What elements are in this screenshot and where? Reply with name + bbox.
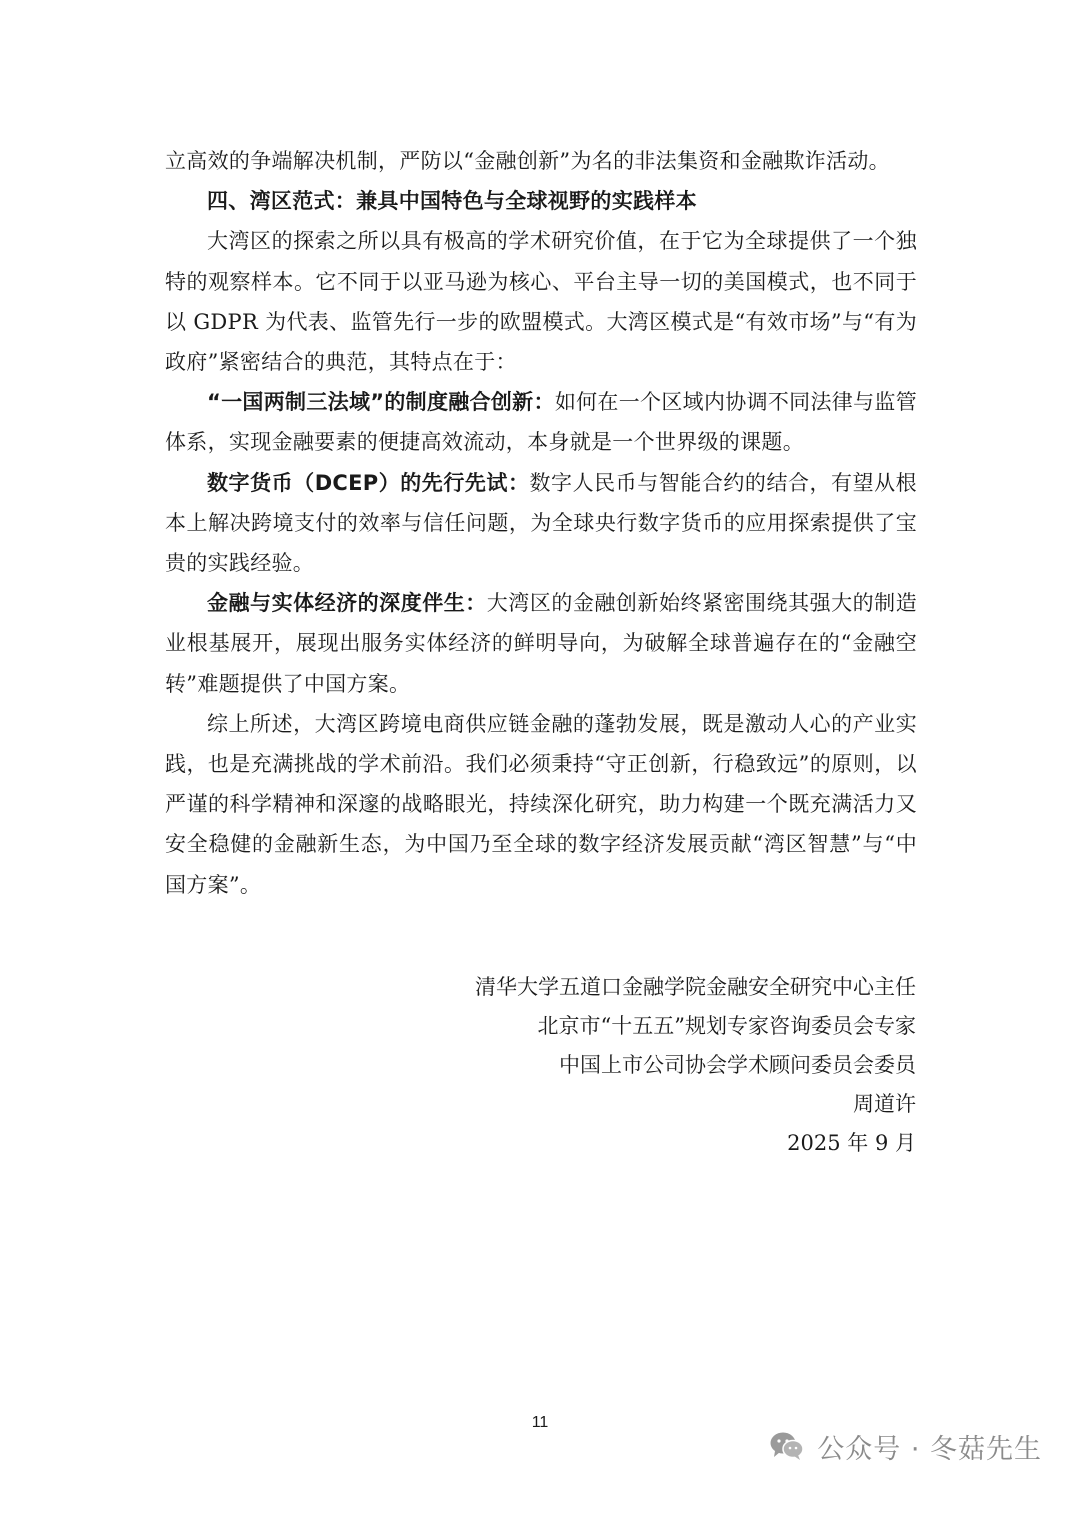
signature-title-3: 中国上市公司协会学术顾问委员会委员 [559, 1053, 916, 1077]
wechat-icon [769, 1431, 805, 1461]
paragraph-conclusion: 综上所述，大湾区跨境电商供应链金融的蓬勃发展，既是激动人心的产业实践，也是充满挑战的学术前沿。我们必须秉持“守正创新，行稳致远”的原则，以严谨的科学精神和深邃的战略眼光，持续深化研究，助力构建一个既充满活力又安全稳健的金融新生态，为中国乃至全球的数字经济发展贡献“湾区智慧”与“中国方案”。 [165, 711, 917, 897]
point-three-text: 大湾区的金融创新始终紧密围绕其强大的制造业根基展开，展现出服务实体经济的鲜明导向，为破解全球普遍存在的“金融空转”难题提供了中国方案。 [165, 591, 917, 696]
point-two [165, 463, 917, 584]
continued-line: 立高效的争端解决机制，严防以“金融创新”为名的非法集资和金融欺诈活动。 [165, 149, 890, 173]
signature-title-1: 清华大学五道口金融学院金融安全研究中心主任 [475, 975, 916, 999]
point-one-text: 如何在一个区域内协调不同法律与监管体系，实现金融要素的便捷高效流动，本身就是一个世界级的课题。 [165, 390, 918, 455]
paragraph-intro: 大湾区的探索之所以具有极高的学术研究价值，在于它为全球提供了一个独特的观察样本。它不同于以亚马逊为核心、平台主导一切的美国模式，也不同于以 GDPR 为代表、监管先行一步的欧盟模式。大湾区模式是“有效市场”与“有为政府”紧密结合的典范，其特点在于： [165, 229, 917, 375]
signature-name: 周道许 [853, 1092, 916, 1116]
point-one-title: “一国两制三法域”的制度融合创新： [207, 390, 555, 415]
point-three [165, 583, 917, 704]
page-number: 11 [531, 1414, 549, 1431]
signature-date: 2025 年 9 月 [787, 1131, 916, 1155]
signature-block [475, 968, 916, 1163]
point-two-text: 数字人民币与智能合约的结合，有望从根本上解决跨境支付的效率与信任问题，为全球央行数字货币的应用探索提供了宝贵的实践经验。 [165, 470, 917, 576]
signature-title-2: 北京市“十五五”规划专家咨询委员会专家 [537, 1014, 916, 1038]
point-three-title: 金融与实体经济的深度伴生： [207, 591, 487, 616]
body-text [165, 141, 917, 905]
point-one [165, 382, 917, 462]
point-two-title: 数字货币（DCEP）的先行先试： [207, 470, 530, 495]
watermark-text: 公众号 · 冬菇先生 [817, 1433, 1042, 1465]
watermark [769, 1426, 1042, 1466]
section-heading: 四、湾区范式：兼具中国特色与全球视野的实践样本 [207, 189, 697, 214]
